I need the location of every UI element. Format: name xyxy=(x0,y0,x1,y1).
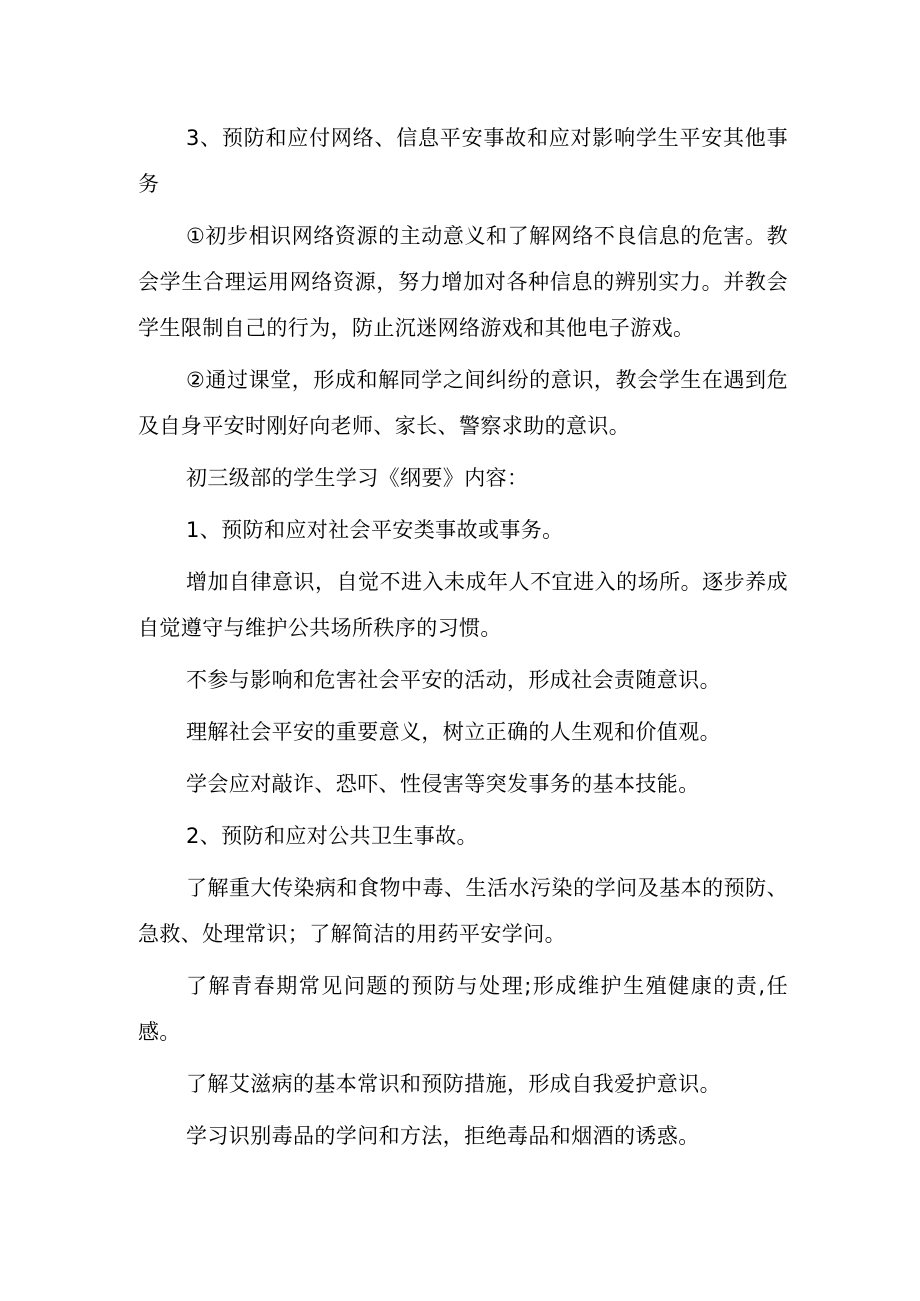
paragraph-emergency-skills: 学会应对敲诈、恐吓、性侵害等突发事务的基本技能。 xyxy=(186,772,700,796)
document-body xyxy=(138,115,788,1165)
paragraph-section-1-heading: 1、预防和应对社会平安类事故或事务。 xyxy=(186,518,564,542)
paragraph-drugs: 学习识别毒品的学问和方法，拒绝毒品和烟酒的诱惑。 xyxy=(186,1124,700,1148)
paragraph-aids: 了解艾滋病的基本常识和预防措施，形成自我爱护意识。 xyxy=(186,1072,721,1096)
paragraph-adolescence: 了解青春期常见问题的预防与处理;形成维护生殖健康的责,任感。 xyxy=(138,974,788,1044)
paragraph-section-3-heading: 3、预防和应付网络、信息平安事故和应对影响学生平安其他事务 xyxy=(138,126,788,196)
paragraph-social-safety: 理解社会平安的重要意义，树立正确的人生观和价值观。 xyxy=(186,720,721,744)
paragraph-item-2-classroom: ②通过课堂，形成和解同学之间纠纷的意识，教会学生在遇到危及自身平安时刚好向老师、家长、警察求助的意识。 xyxy=(138,368,788,438)
paragraph-section-2-heading: 2、预防和应对公共卫生事故。 xyxy=(186,824,478,848)
paragraph-social-responsibility: 不参与影响和危害社会平安的活动，形成社会责随意识。 xyxy=(186,668,721,692)
paragraph-item-1-network: ①初步相识网络资源的主动意义和了解网络不良信息的危害。教会学生合理运用网络资源，努力增加对各种信息的辨别实力。并教会学生限制自己的行为，防止沉迷网络游戏和其他电子游戏。 xyxy=(138,224,788,340)
paragraph-grade-3-intro: 初三级部的学生学习《纲要》内容： xyxy=(186,466,529,490)
paragraph-disease-prevention: 了解重大传染病和食物中毒、生活水污染的学问及基本的预防、急救、处理常识；了解简洁的用药平安学问。 xyxy=(138,876,788,946)
paragraph-self-discipline: 增加自律意识，自觉不进入未成年人不宜进入的场所。逐步养成自觉遵守与维护公共场所秩序的习惯。 xyxy=(138,570,788,640)
